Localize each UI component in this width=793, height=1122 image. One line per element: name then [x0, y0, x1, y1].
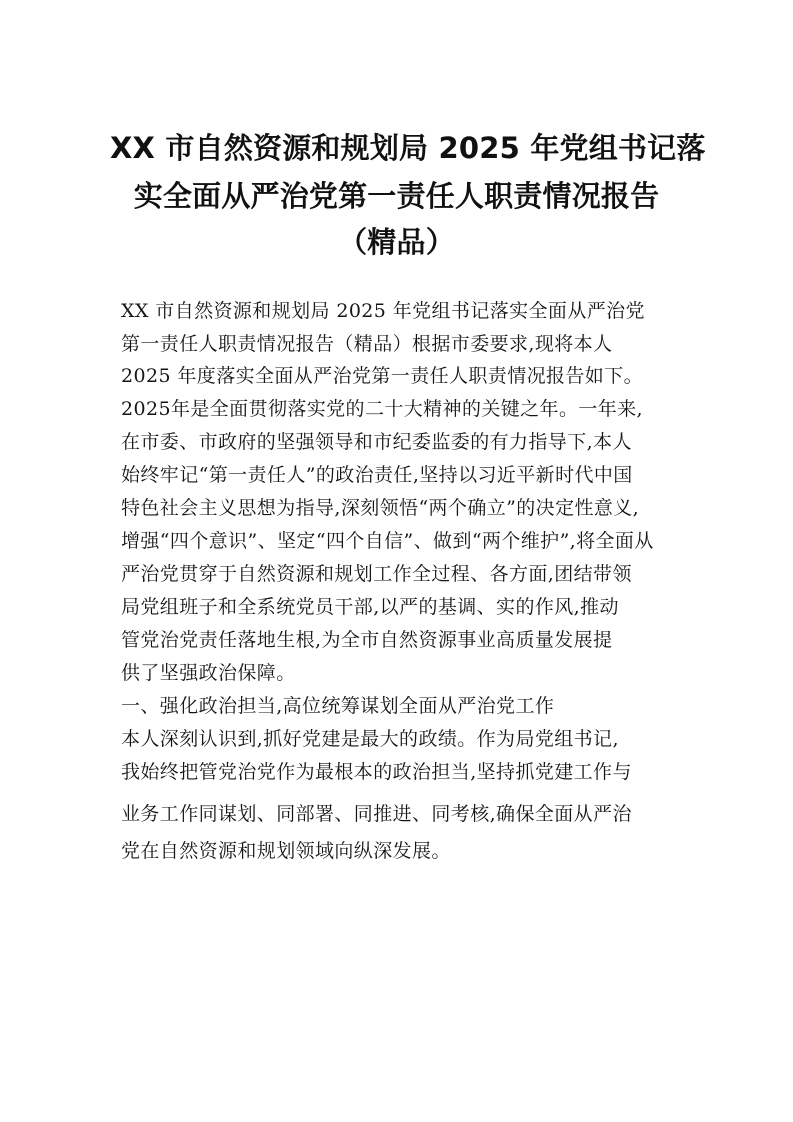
body-line-15: 我始终把管党治党作为最根本的政治担当,坚持抓党建工作与	[121, 761, 632, 783]
body-line-12: 供了坚强政治保障。	[121, 662, 296, 684]
body-line-5: 在市委、市政府的坚强领导和市纪委监委的有力指导下,本人	[121, 431, 632, 453]
body-line-2: 第一责任人职责情况报告（精品）根据市委要求,现将本人	[121, 333, 613, 355]
body-line-4: 2025年是全面贯彻落实党的二十大精神的关键之年。一年来,	[121, 398, 643, 420]
document-title-line-3: （精品）	[338, 225, 455, 259]
body-line-10: 局党组班子和全系统党员干部,以严的基调、实的作风,推动	[121, 596, 619, 618]
document-title-line-2: 实全面从严治党第一责任人职责情况报告	[133, 179, 660, 213]
body-line-16: 业务工作同谋划、同部署、同推进、同考核,确保全面从严治	[121, 803, 632, 825]
document-title-line-1: XX 市自然资源和规划局 2025 年党组书记落	[110, 131, 706, 165]
section-heading-1: 一、强化政治担当,高位统筹谋划全面从严治党工作	[121, 695, 555, 717]
body-line-11: 管党治党责任落地生根,为全市自然资源事业高质量发展提	[121, 629, 613, 651]
body-line-14: 本人深刻认识到,抓好党建是最大的政绩。作为局党组书记,	[121, 728, 619, 750]
body-line-9: 严治党贯穿于自然资源和规划工作全过程、各方面,团结带领	[121, 563, 632, 585]
body-line-7: 特色社会主义思想为指导,深刻领悟“两个确立”的决定性意义,	[121, 497, 640, 519]
body-line-6: 始终牢记“第一责任人”的政治责任,坚持以习近平新时代中国	[121, 464, 633, 486]
body-line-17: 党在自然资源和规划领域向纵深发展。	[121, 840, 451, 862]
body-line-3: 2025 年度落实全面从严治党第一责任人职责情况报告如下。	[121, 365, 643, 387]
body-line-8: 增强“四个意识”、坚定“四个自信”、做到“两个维护”,将全面从	[121, 530, 654, 552]
body-line-1: XX 市自然资源和规划局 2025 年党组书记落实全面从严治党	[121, 300, 645, 322]
